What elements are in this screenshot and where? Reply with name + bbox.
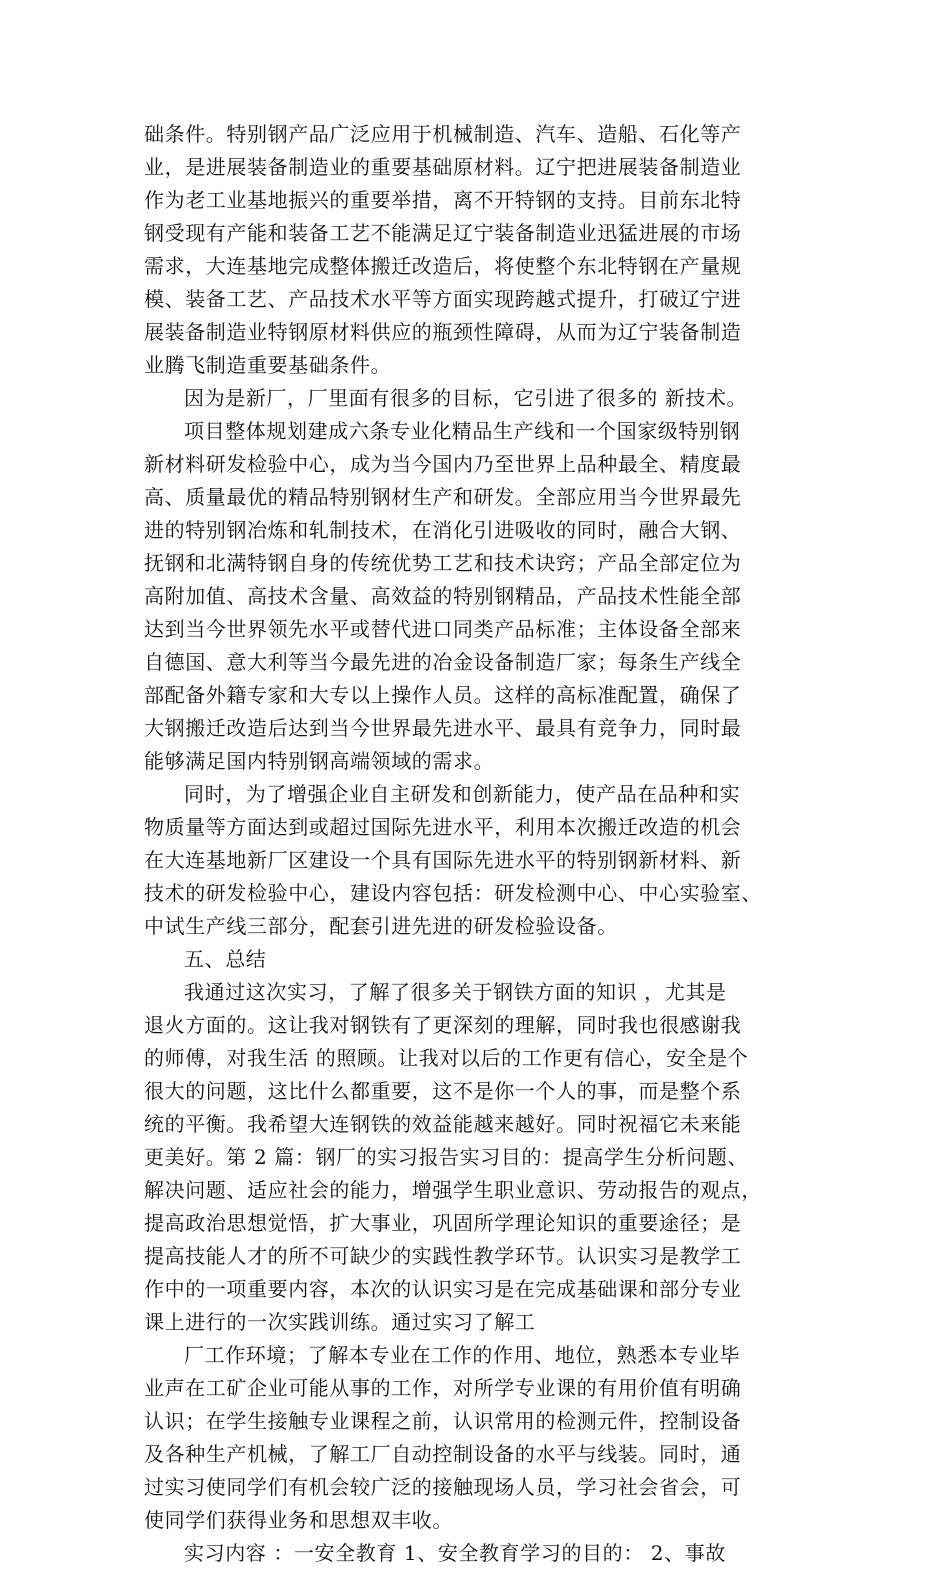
text-line: 业，是进展装备制造业的重要基础原材料。辽宁把进展装备制造业: [144, 155, 742, 179]
text-line: 进的特别钢冶炼和轧制技术，在消化引进吸收的同时，融合大钢、: [144, 518, 742, 542]
text-line: 认识；在学生接触专业课程之前，认识常用的检测元件，控制设备: [144, 1409, 742, 1433]
text-line: 物质量等方面达到或超过国际先进水平，利用本次搬迁改造的机会: [144, 815, 742, 839]
text-line: 厂工作环境；了解本专业在工作的作用、地位，熟悉本专业毕: [184, 1343, 741, 1367]
text-line: 展装备制造业特钢原材料供应的瓶颈性障碍，从而为辽宁装备制造: [144, 320, 742, 344]
text-line: 课上进行的一次实践训练。通过实习了解工: [144, 1310, 536, 1334]
text-line: 高、质量最优的精品特别钢材生产和研发。全部应用当今世界最先: [144, 485, 742, 509]
text-line: 退火方面的。这让我对钢铁有了更深刻的理解，同时我也很感谢我: [144, 1013, 742, 1037]
text-line: 作为老工业基地振兴的重要举措，离不开特钢的支持。目前东北特: [144, 188, 742, 212]
text-line: 实习内容 ：一安全教育 1、安全教育学习的目的： 2、事故: [184, 1541, 726, 1565]
text-line: 因为是新厂，厂里面有很多的目标，它引进了很多的 新技术。: [184, 386, 748, 410]
text-line: 我通过这次实习，了解了很多关于钢铁方面的知识 ，尤其是: [184, 980, 727, 1004]
text-line: 自德国、意大利等当今最先进的冶金设备制造厂家；每条生产线全: [144, 650, 742, 674]
text-line: 作中的一项重要内容，本次的认识实习是在完成基础课和部分专业: [144, 1277, 742, 1301]
text-line: 统的平衡。我希望大连钢铁的效益能越来越好。同时祝福它未来能: [144, 1112, 742, 1136]
text-line: 大钢搬迁改造后达到当今世界最先进水平、最具有竞争力，同时最: [144, 716, 742, 740]
text-line: 能够满足国内特别钢高端领域的需求。: [144, 749, 495, 773]
text-line: 提高政治思想觉悟，扩大事业，巩固所学理论知识的重要途径；是: [144, 1211, 742, 1235]
text-line: 同时，为了增强企业自主研发和创新能力，使产品在品种和实: [184, 782, 741, 806]
text-line: 使同学们获得业务和思想双丰收。: [144, 1508, 453, 1532]
text-line: 新材料研发检验中心，成为当今国内乃至世界上品种最全、精度最: [144, 452, 742, 476]
text-line: 础条件。特别钢产品广泛应用于机械制造、汽车、造船、石化等产: [144, 122, 742, 146]
text-line: 更美好。第 2 篇：钢厂的实习报告实习目的：提高学生分析问题、: [144, 1145, 749, 1169]
document-page: [144, 118, 824, 1570]
text-line: 技术的研发检验中心，建设内容包括：研发检测中心、中心实验室、: [144, 881, 762, 905]
text-line: 高附加值、高技术含量、高效益的特别钢精品，产品技术性能全部: [144, 584, 742, 608]
text-line: 五、总结: [184, 947, 267, 971]
text-line: 中试生产线三部分，配套引进先进的研发检验设备。: [144, 914, 618, 938]
text-line: 在大连基地新厂区建设一个具有国际先进水平的特别钢新材料、新: [144, 848, 742, 872]
text-line: 提高技能人才的所不可缺少的实践性教学环节。认识实习是教学工: [144, 1244, 742, 1268]
text-line: 项目整体规划建成六条专业化精品生产线和一个国家级特别钢: [184, 419, 741, 443]
text-line: 需求，大连基地完成整体搬迁改造后，将使整个东北特钢在产量规: [144, 254, 742, 278]
text-line: 部配备外籍专家和大专以上操作人员。这样的高标准配置，确保了: [144, 683, 742, 707]
text-line: 及各种生产机械，了解工厂自动控制设备的水平与线装。同时，通: [144, 1442, 742, 1466]
text-line: 模、装备工艺、产品技术水平等方面实现跨越式提升，打破辽宁进: [144, 287, 742, 311]
text-line: 业腾飞制造重要基础条件。: [144, 353, 392, 377]
text-line: 抚钢和北满特钢自身的传统优势工艺和技术诀窍；产品全部定位为: [144, 551, 742, 575]
text-line: 很大的问题，这比什么都重要，这不是你一个人的事，而是整个系: [144, 1079, 742, 1103]
text-line: 解决问题、适应社会的能力，增强学生职业意识、劳动报告的观点，: [144, 1178, 762, 1202]
text-line: 达到当今世界领先水平或替代进口同类产品标准；主体设备全部来: [144, 617, 742, 641]
text-line: 钢受现有产能和装备工艺不能满足辽宁装备制造业迅猛进展的市场: [144, 221, 742, 245]
text-line: 的师傅，对我生活 的照顾。让我对以后的工作更有信心，安全是个: [144, 1046, 749, 1070]
text-line: 过实习使同学们有机会较广泛的接触现场人员，学习社会省会，可: [144, 1475, 742, 1499]
text-line: 业声在工矿企业可能从事的工作，对所学专业课的有用价值有明确: [144, 1376, 742, 1400]
